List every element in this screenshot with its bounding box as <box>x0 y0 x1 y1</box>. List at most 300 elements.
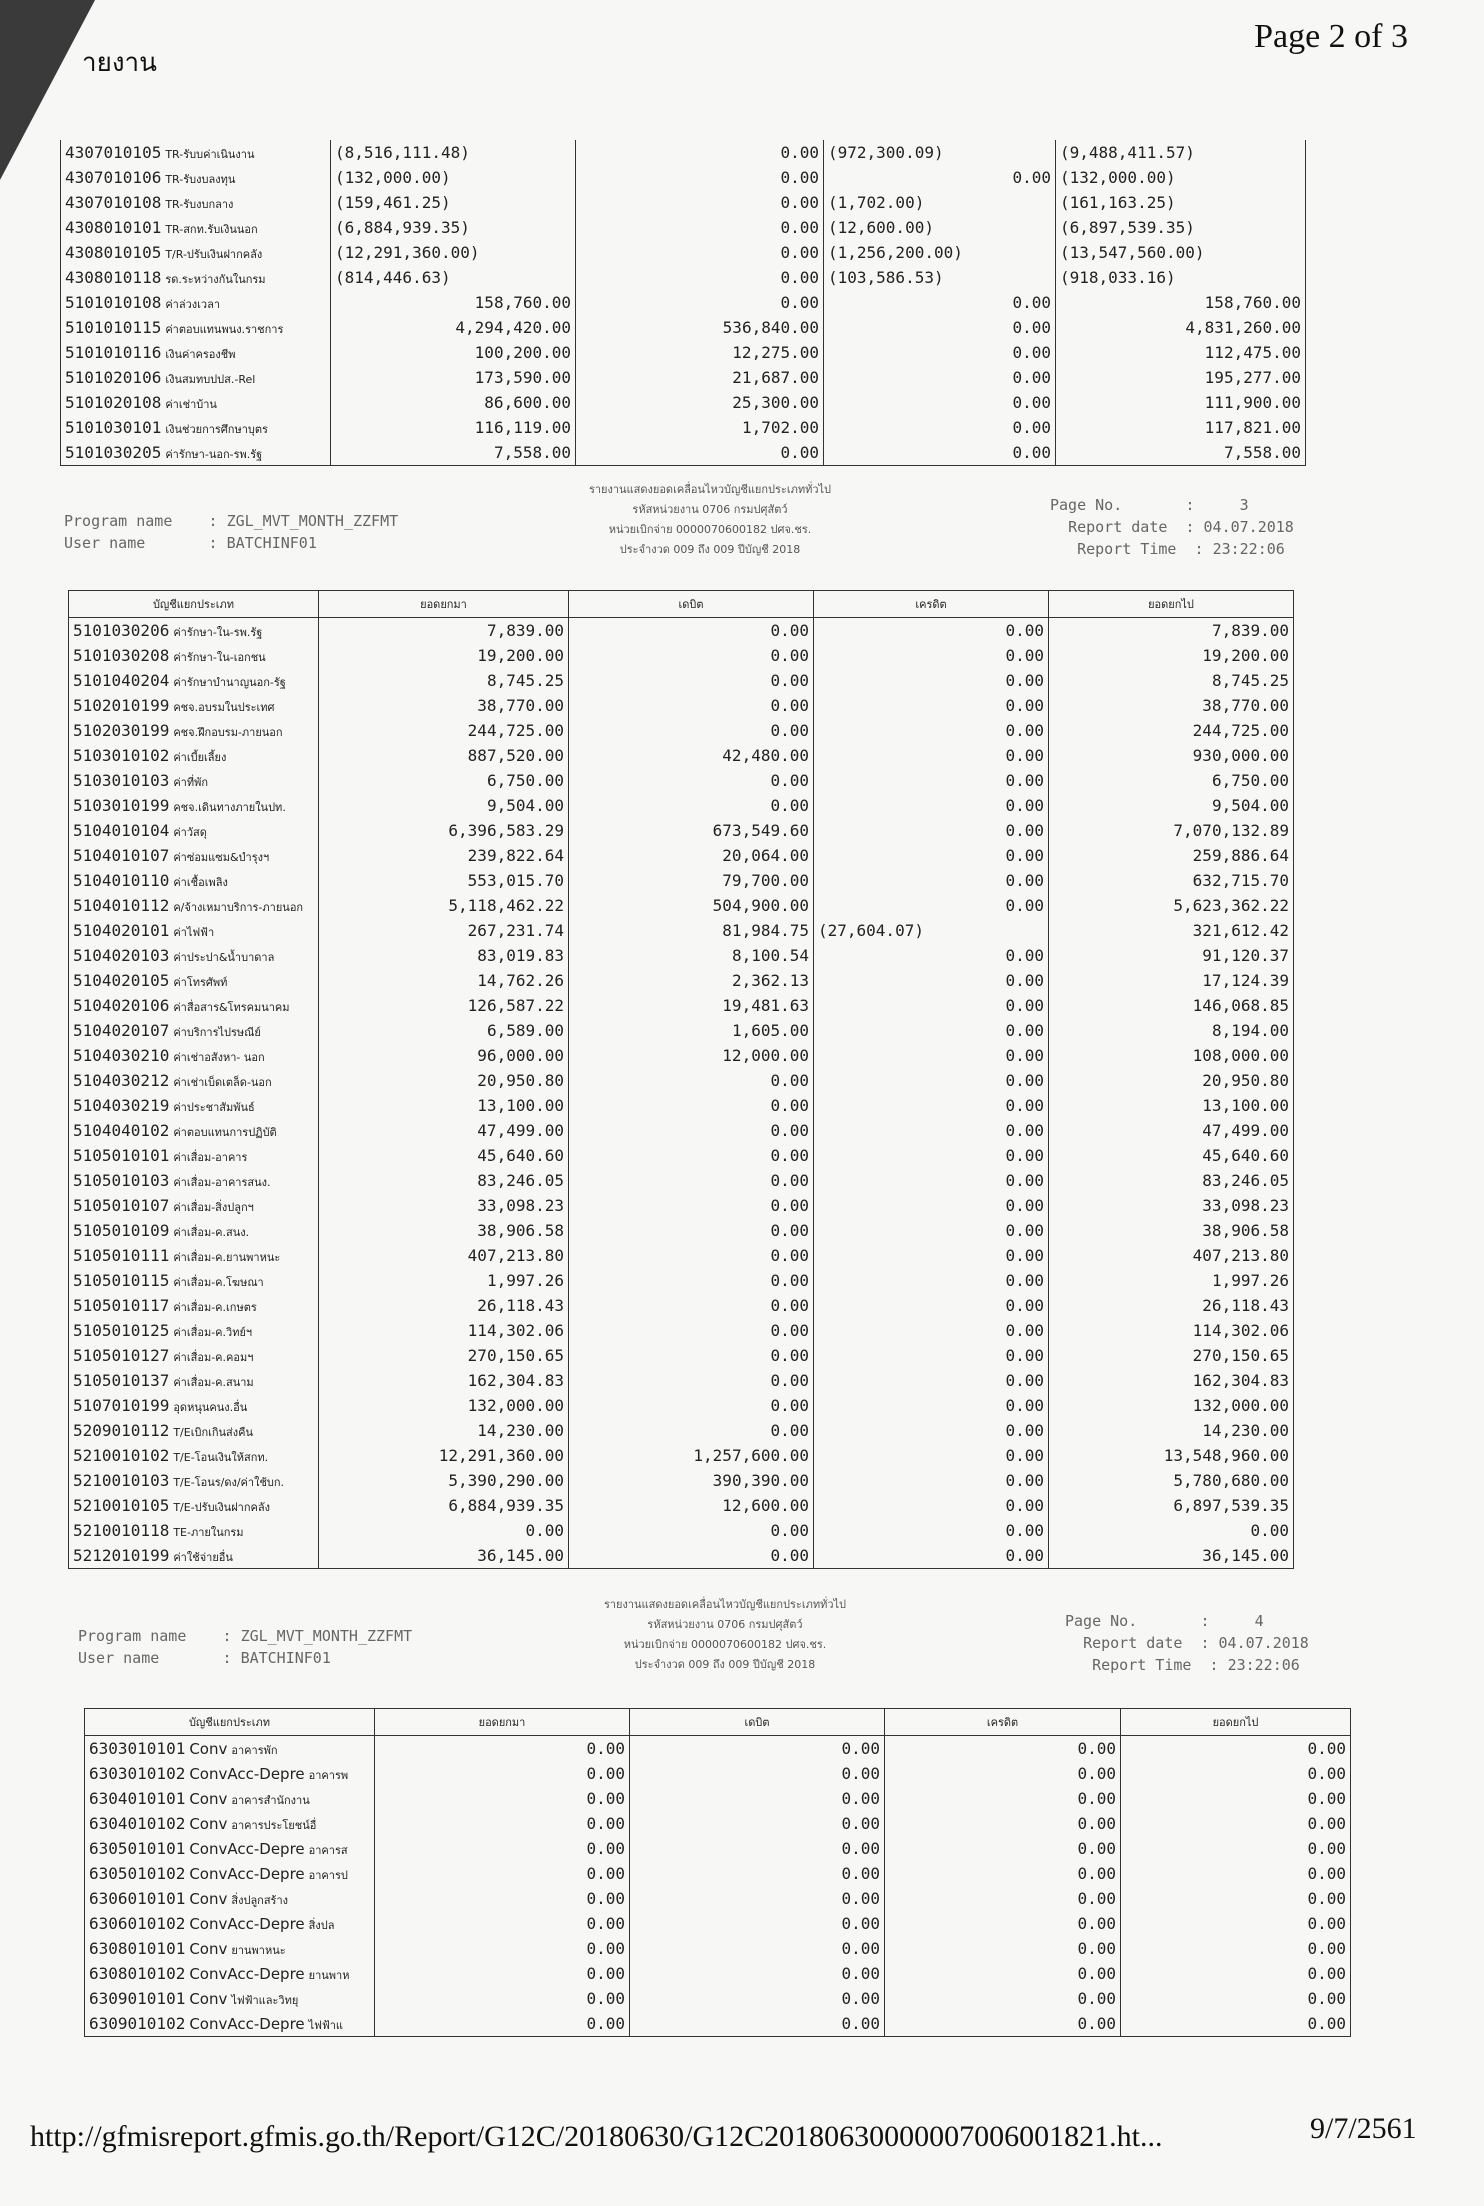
account-cell <box>69 818 319 843</box>
table-row <box>69 1468 1294 1493</box>
account-code: 5101010116 <box>65 342 162 362</box>
account-code: 6304010102 <box>89 1813 186 1833</box>
account-code: 5105010137 <box>73 1370 170 1390</box>
carried-forward-value: 632,715.70 <box>1049 868 1294 893</box>
page-label: Page 2 of 3 <box>1254 18 1408 55</box>
account-code: 6309010102 <box>89 2013 186 2033</box>
account-name: ค่าวัสดุ <box>173 825 207 839</box>
account-cell <box>69 1468 319 1493</box>
account-cell <box>69 1018 319 1043</box>
account-name: ค่าเสื่อม-ค.คอมฯ <box>173 1350 254 1364</box>
credit-value: 0.00 <box>814 1268 1049 1293</box>
col-header-debit: เดบิต <box>630 1709 885 1736</box>
brought-forward-value: 38,770.00 <box>319 693 569 718</box>
credit-value: 0.00 <box>824 165 1056 190</box>
credit-value: 0.00 <box>814 1343 1049 1368</box>
carried-forward-value: 38,770.00 <box>1049 693 1294 718</box>
carried-forward-value: (161,163.25) <box>1056 190 1306 215</box>
account-name: Conv <box>189 1814 228 1833</box>
carried-forward-value: 17,124.39 <box>1049 968 1294 993</box>
debit-value: 0.00 <box>569 618 814 644</box>
table-row <box>69 1343 1294 1368</box>
brought-forward-value: (132,000.00) <box>331 165 576 190</box>
carried-forward-value: 6,897,539.35 <box>1049 1493 1294 1518</box>
account-name: ค่าเสื่อม-สิ่งปลูกฯ <box>173 1200 254 1214</box>
table-row <box>85 1736 1351 1762</box>
credit-value: 0.00 <box>885 2011 1121 2037</box>
brought-forward-value: 0.00 <box>375 1986 630 2011</box>
meta1-center: รายงานแสดงยอดเคลื่อนไหวบัญชีแยกประเภททั่วไป รหัสหน่วยงาน 0706 กรมปศุสัตว์ หน่วยเบิกจ่าย 0000070600182 ปศจ.ชร. ประจำงวด 009 ถึง 009 ปีบัญชี 2018 <box>588 483 832 556</box>
brought-forward-value: 5,390,290.00 <box>319 1468 569 1493</box>
credit-value: 0.00 <box>885 1986 1121 2011</box>
account-cell <box>85 1811 375 1836</box>
account-code: 5101010115 <box>65 317 162 337</box>
account-code: 5102030199 <box>73 720 170 740</box>
account-name: ค่าซ่อมแซม&บำรุงฯ <box>173 850 270 864</box>
credit-value: 0.00 <box>885 1961 1121 1986</box>
credit-value: 0.00 <box>885 1936 1121 1961</box>
account-name: คชจ.อบรมในประเทศ <box>173 700 275 714</box>
account-name: ConvAcc-Depre <box>189 1839 305 1858</box>
account-cell <box>69 1268 319 1293</box>
account-code: 5104010110 <box>73 870 170 890</box>
table-row <box>69 1543 1294 1569</box>
brought-forward-value: 270,150.65 <box>319 1343 569 1368</box>
carried-forward-value: 0.00 <box>1121 2011 1351 2037</box>
credit-value: 0.00 <box>824 365 1056 390</box>
brought-forward-value: 36,145.00 <box>319 1543 569 1569</box>
carried-forward-value: 0.00 <box>1121 1736 1351 1762</box>
carried-forward-value: 0.00 <box>1121 1986 1351 2011</box>
account-cell <box>61 265 331 290</box>
debit-value: 0.00 <box>576 140 824 165</box>
table-row <box>69 1168 1294 1193</box>
debit-value: 0.00 <box>569 1243 814 1268</box>
meta1-left: Program name : ZGL_MVT_MONTH_ZZFMT User name : BATCHINF01 <box>64 512 399 552</box>
account-name: ค่าล่วงเวลา <box>165 297 221 311</box>
account-code: 5104010107 <box>73 845 170 865</box>
debit-value: 0.00 <box>576 265 824 290</box>
table-row <box>69 1443 1294 1468</box>
brought-forward-value: 38,906.58 <box>319 1218 569 1243</box>
carried-forward-value: 117,821.00 <box>1056 415 1306 440</box>
brought-forward-value: 19,200.00 <box>319 643 569 668</box>
brought-forward-value: 244,725.00 <box>319 718 569 743</box>
brought-forward-value: 0.00 <box>375 1861 630 1886</box>
table-row <box>85 1861 1351 1886</box>
credit-value: 0.00 <box>814 1493 1049 1518</box>
account-code: 5212010199 <box>73 1545 170 1565</box>
table-row <box>69 1068 1294 1093</box>
account-cell <box>85 1986 375 2011</box>
account-name: เงินช่วยการศึกษาบุตร <box>165 422 268 436</box>
account-cell <box>69 1168 319 1193</box>
credit-value: 0.00 <box>814 768 1049 793</box>
account-code: 5101020106 <box>65 367 162 387</box>
account-code: 5209010112 <box>73 1420 170 1440</box>
account-code: 5104020101 <box>73 920 170 940</box>
debit-value: 0.00 <box>569 1143 814 1168</box>
carried-forward-value: 8,194.00 <box>1049 1018 1294 1043</box>
table-row <box>85 1911 1351 1936</box>
brought-forward-value: (12,291,360.00) <box>331 240 576 265</box>
account-code: 4307010106 <box>65 167 162 187</box>
brought-forward-value: 116,119.00 <box>331 415 576 440</box>
brought-forward-value: 5,118,462.22 <box>319 893 569 918</box>
table-row <box>61 290 1306 315</box>
account-code: 5104030210 <box>73 1045 170 1065</box>
account-code: 5104020107 <box>73 1020 170 1040</box>
account-name: อุดหนุนคนง.อื่น <box>173 1400 248 1414</box>
brought-forward-value: 0.00 <box>375 1811 630 1836</box>
credit-value: 0.00 <box>814 1193 1049 1218</box>
carried-forward-value: 7,558.00 <box>1056 440 1306 466</box>
account-name: ConvAcc-Depre <box>189 1764 305 1783</box>
credit-value: 0.00 <box>814 1068 1049 1093</box>
account-cell <box>61 165 331 190</box>
credit-value: 0.00 <box>814 1018 1049 1043</box>
brought-forward-value: 6,589.00 <box>319 1018 569 1043</box>
credit-value: 0.00 <box>814 943 1049 968</box>
account-name: ค/จ้างเหมาบริการ-ภายนอก <box>173 900 304 914</box>
table-row <box>69 693 1294 718</box>
table-row <box>69 1268 1294 1293</box>
carried-forward-value: 33,098.23 <box>1049 1193 1294 1218</box>
credit-value: 0.00 <box>814 743 1049 768</box>
carried-forward-value: 244,725.00 <box>1049 718 1294 743</box>
account-name-thai: สิ่งปลูกสร้าง <box>231 1893 289 1907</box>
account-code: 5101040204 <box>73 670 170 690</box>
carried-forward-value: 930,000.00 <box>1049 743 1294 768</box>
account-cell <box>85 1886 375 1911</box>
carried-forward-value: 47,499.00 <box>1049 1118 1294 1143</box>
credit-value: 0.00 <box>814 643 1049 668</box>
credit-value: 0.00 <box>814 1143 1049 1168</box>
account-code: 6308010101 <box>89 1938 186 1958</box>
debit-value: 0.00 <box>569 1118 814 1143</box>
account-name-thai: อาคารพัก <box>231 1743 278 1757</box>
debit-value: 0.00 <box>569 793 814 818</box>
account-cell <box>85 1961 375 1986</box>
account-name: ค่าตอบแทนพนง.ราชการ <box>165 322 284 336</box>
table-row <box>85 1961 1351 1986</box>
brought-forward-value: 0.00 <box>375 1961 630 1986</box>
debit-value: 504,900.00 <box>569 893 814 918</box>
table-row <box>85 1986 1351 2011</box>
account-cell <box>69 693 319 718</box>
brought-forward-value: 100,200.00 <box>331 340 576 365</box>
table-row <box>61 365 1306 390</box>
account-cell <box>69 1068 319 1093</box>
carried-forward-value: 91,120.37 <box>1049 943 1294 968</box>
debit-value: 12,600.00 <box>569 1493 814 1518</box>
account-name: T/Eเบิกเกินส่งคืน <box>173 1425 254 1439</box>
meta2-left: Program name : ZGL_MVT_MONTH_ZZFMT User name : BATCHINF01 <box>78 1627 413 1667</box>
brought-forward-value: 173,590.00 <box>331 365 576 390</box>
table-row <box>69 1243 1294 1268</box>
account-name: ค่ารักษา-ใน-รพ.รัฐ <box>173 625 263 639</box>
brought-forward-value: 9,504.00 <box>319 793 569 818</box>
brought-forward-value: 26,118.43 <box>319 1293 569 1318</box>
account-cell <box>61 190 331 215</box>
account-code: 4308010118 <box>65 267 162 287</box>
table-row <box>69 1493 1294 1518</box>
carried-forward-value: 321,612.42 <box>1049 918 1294 943</box>
account-name: T/E-โอนเงินให้สกท. <box>173 1450 269 1464</box>
debit-value: 390,390.00 <box>569 1468 814 1493</box>
table-row <box>61 390 1306 415</box>
table-row <box>85 1886 1351 1911</box>
debit-value: 0.00 <box>630 1886 885 1911</box>
meta2-center: รายงานแสดงยอดเคลื่อนไหวบัญชีแยกประเภททั่วไป รหัสหน่วยงาน 0706 กรมปศุสัตว์ หน่วยเบิกจ่าย 0000070600182 ปศจ.ชร. ประจำงวด 009 ถึง 009 ปีบัญชี 2018 <box>603 1598 847 1671</box>
credit-value: 0.00 <box>824 340 1056 365</box>
account-name: Conv <box>189 1889 228 1908</box>
carried-forward-value: 20,950.80 <box>1049 1068 1294 1093</box>
table-row <box>61 340 1306 365</box>
table-row <box>69 1193 1294 1218</box>
account-name: TE-ภายในกรม <box>173 1525 244 1539</box>
account-code: 5104030219 <box>73 1095 170 1115</box>
account-name: ค่าตอบแทนการปฏิบัติ <box>173 1125 277 1139</box>
account-code: 4308010105 <box>65 242 162 262</box>
account-name: ค่าเสื่อม-ค.สนาม <box>173 1375 254 1389</box>
table-row <box>85 1786 1351 1811</box>
account-code: 5105010117 <box>73 1295 170 1315</box>
credit-value: 0.00 <box>814 1243 1049 1268</box>
account-cell <box>69 1118 319 1143</box>
table-row <box>61 315 1306 340</box>
debit-value: 0.00 <box>569 1168 814 1193</box>
account-cell <box>69 1343 319 1368</box>
account-name-thai: ยานพาห <box>308 1968 350 1982</box>
section3-table <box>84 1708 1351 2037</box>
account-cell <box>85 1736 375 1762</box>
carried-forward-value: 0.00 <box>1121 1811 1351 1836</box>
carried-forward-value: 0.00 <box>1121 1936 1351 1961</box>
account-code: 5210010102 <box>73 1445 170 1465</box>
account-cell <box>69 1218 319 1243</box>
account-name: ค่าสื่อสาร&โทรคมนาคม <box>173 1000 290 1014</box>
carried-forward-value: 38,906.58 <box>1049 1218 1294 1243</box>
account-cell <box>61 390 331 415</box>
col-header-credit: เครดิต <box>885 1709 1121 1736</box>
debit-value: 1,257,600.00 <box>569 1443 814 1468</box>
account-code: 5103010102 <box>73 745 170 765</box>
account-code: 5104020105 <box>73 970 170 990</box>
carried-forward-value: 83,246.05 <box>1049 1168 1294 1193</box>
account-code: 6303010102 <box>89 1763 186 1783</box>
table-row <box>61 165 1306 190</box>
account-cell <box>85 1836 375 1861</box>
account-code: 6304010101 <box>89 1788 186 1808</box>
account-code: 5210010118 <box>73 1520 170 1540</box>
table-row <box>69 718 1294 743</box>
account-name: ConvAcc-Depre <box>189 1964 305 1983</box>
brought-forward-value: 267,231.74 <box>319 918 569 943</box>
credit-value: 0.00 <box>814 1468 1049 1493</box>
debit-value: 0.00 <box>569 1218 814 1243</box>
account-code: 5105010125 <box>73 1320 170 1340</box>
carried-forward-value: 132,000.00 <box>1049 1393 1294 1418</box>
account-cell <box>85 1786 375 1811</box>
debit-value: 2,362.13 <box>569 968 814 993</box>
account-name: รด.ระหว่างกันในกรม <box>165 272 266 286</box>
debit-value: 0.00 <box>576 290 824 315</box>
brought-forward-value: 14,762.26 <box>319 968 569 993</box>
account-code: 5103010103 <box>73 770 170 790</box>
account-name: ConvAcc-Depre <box>189 1864 305 1883</box>
brought-forward-value: 158,760.00 <box>331 290 576 315</box>
account-cell <box>69 668 319 693</box>
table-row <box>69 1018 1294 1043</box>
account-code: 5102010199 <box>73 695 170 715</box>
credit-value: 0.00 <box>814 1443 1049 1468</box>
credit-value: 0.00 <box>814 1393 1049 1418</box>
table-row <box>85 2011 1351 2037</box>
debit-value: 0.00 <box>569 1543 814 1569</box>
account-name: Conv <box>189 1789 228 1808</box>
carried-forward-value: 108,000.00 <box>1049 1043 1294 1068</box>
account-code: 4307010108 <box>65 192 162 212</box>
credit-value: 0.00 <box>885 1886 1121 1911</box>
credit-value: 0.00 <box>824 440 1056 466</box>
credit-value: 0.00 <box>885 1836 1121 1861</box>
carried-forward-value: (132,000.00) <box>1056 165 1306 190</box>
debit-value: 0.00 <box>630 2011 885 2037</box>
brought-forward-value: 45,640.60 <box>319 1143 569 1168</box>
credit-value: (12,600.00) <box>824 215 1056 240</box>
table-row <box>69 768 1294 793</box>
debit-value: 1,702.00 <box>576 415 824 440</box>
account-cell <box>61 415 331 440</box>
account-cell <box>69 718 319 743</box>
brought-forward-value: 0.00 <box>375 1911 630 1936</box>
debit-value: 25,300.00 <box>576 390 824 415</box>
account-name: TR-รับงบลงทุน <box>165 172 236 186</box>
account-name: ค่าโทรศัพท์ <box>173 975 228 989</box>
debit-value: 0.00 <box>630 1761 885 1786</box>
carried-forward-value: 0.00 <box>1121 1761 1351 1786</box>
credit-value: 0.00 <box>885 1811 1121 1836</box>
carried-forward-value: 146,068.85 <box>1049 993 1294 1018</box>
credit-value: 0.00 <box>824 290 1056 315</box>
debit-value: 536,840.00 <box>576 315 824 340</box>
debit-value: 1,605.00 <box>569 1018 814 1043</box>
account-cell <box>69 918 319 943</box>
debit-value: 0.00 <box>630 1736 885 1762</box>
account-name: คชจ.ฝึกอบรม-ภายนอก <box>173 725 283 739</box>
debit-value: 0.00 <box>576 190 824 215</box>
account-name: ค่ารักษาบำนาญนอก-รัฐ <box>173 675 286 689</box>
table-row <box>69 1043 1294 1068</box>
meta1-right: Page No. : 3 Report date : 04.07.2018 Report Time : 23:22:06 <box>1050 496 1294 558</box>
account-name: T/R-ปรับเงินฝากคลัง <box>165 247 263 261</box>
table-row <box>61 190 1306 215</box>
credit-value: 0.00 <box>814 718 1049 743</box>
account-name: ค่าเสื่อม-ค.วิทย์ฯ <box>173 1325 253 1339</box>
account-code: 6309010101 <box>89 1988 186 2008</box>
table-row <box>69 1293 1294 1318</box>
credit-value: (27,604.07) <box>814 918 1049 943</box>
carried-forward-value: 1,997.26 <box>1049 1268 1294 1293</box>
account-code: 5101030206 <box>73 620 170 640</box>
credit-value: 0.00 <box>814 843 1049 868</box>
account-name: Conv <box>189 1939 228 1958</box>
carried-forward-value: (9,488,411.57) <box>1056 140 1306 165</box>
table-row <box>69 1118 1294 1143</box>
carried-forward-value: 13,100.00 <box>1049 1093 1294 1118</box>
account-name: TR-รับบค่าเนินงาน <box>165 147 255 161</box>
carried-forward-value: 162,304.83 <box>1049 1368 1294 1393</box>
account-code: 6308010102 <box>89 1963 186 1983</box>
carried-forward-value: (6,897,539.35) <box>1056 215 1306 240</box>
table-row <box>69 1393 1294 1418</box>
carried-forward-value: 13,548,960.00 <box>1049 1443 1294 1468</box>
account-name-thai: ยานพาหนะ <box>231 1943 286 1957</box>
account-code: 5210010103 <box>73 1470 170 1490</box>
carried-forward-value: 4,831,260.00 <box>1056 315 1306 340</box>
account-cell <box>61 140 331 165</box>
footer-url: http://gfmisreport.gfmis.go.th/Report/G12C/20180630/G12C20180630000007006001821.ht... <box>30 2120 1163 2153</box>
account-code: 6306010101 <box>89 1888 186 1908</box>
brought-forward-value: 0.00 <box>375 1761 630 1786</box>
carried-forward-value: 8,745.25 <box>1049 668 1294 693</box>
col-header-brought-forward: ยอดยกมา <box>319 591 569 618</box>
account-cell <box>85 1911 375 1936</box>
debit-value: 0.00 <box>569 1293 814 1318</box>
debit-value: 0.00 <box>630 1861 885 1886</box>
debit-value: 0.00 <box>569 768 814 793</box>
footer-date: 9/7/2561 <box>1310 2112 1417 2145</box>
carried-forward-value: 0.00 <box>1121 1861 1351 1886</box>
debit-value: 0.00 <box>569 718 814 743</box>
account-cell <box>85 1936 375 1961</box>
account-code: 5105010127 <box>73 1345 170 1365</box>
account-name-thai: ไฟฟ้าแ <box>308 2018 344 2032</box>
table-row <box>61 240 1306 265</box>
brought-forward-value: 6,750.00 <box>319 768 569 793</box>
section1-table <box>60 140 1306 466</box>
debit-value: 0.00 <box>569 1418 814 1443</box>
table-row <box>69 618 1294 644</box>
credit-value: 0.00 <box>814 668 1049 693</box>
account-cell <box>69 1393 319 1418</box>
col-header-account: บัญชีแยกประเภท <box>69 591 319 618</box>
brought-forward-value: 13,100.00 <box>319 1093 569 1118</box>
table-row <box>69 918 1294 943</box>
account-cell <box>69 968 319 993</box>
debit-value: 0.00 <box>569 1093 814 1118</box>
account-code: 6305010101 <box>89 1838 186 1858</box>
account-code: 5105010115 <box>73 1270 170 1290</box>
brought-forward-value: 4,294,420.00 <box>331 315 576 340</box>
account-code: 5105010111 <box>73 1245 170 1265</box>
brought-forward-value: 407,213.80 <box>319 1243 569 1268</box>
table-row <box>69 1093 1294 1118</box>
carried-forward-value: 45,640.60 <box>1049 1143 1294 1168</box>
account-code: 5105010101 <box>73 1145 170 1165</box>
table-row <box>85 1811 1351 1836</box>
debit-value: 0.00 <box>569 1068 814 1093</box>
carried-forward-value: 111,900.00 <box>1056 390 1306 415</box>
account-cell <box>85 2011 375 2037</box>
account-name: ค่าประปา&น้ำบาดาล <box>173 950 275 964</box>
account-code: 5101030205 <box>65 442 162 462</box>
table-row <box>69 1518 1294 1543</box>
table-row <box>61 215 1306 240</box>
account-name: ค่าประชาสัมพันธ์ <box>173 1100 255 1114</box>
table-row <box>69 993 1294 1018</box>
